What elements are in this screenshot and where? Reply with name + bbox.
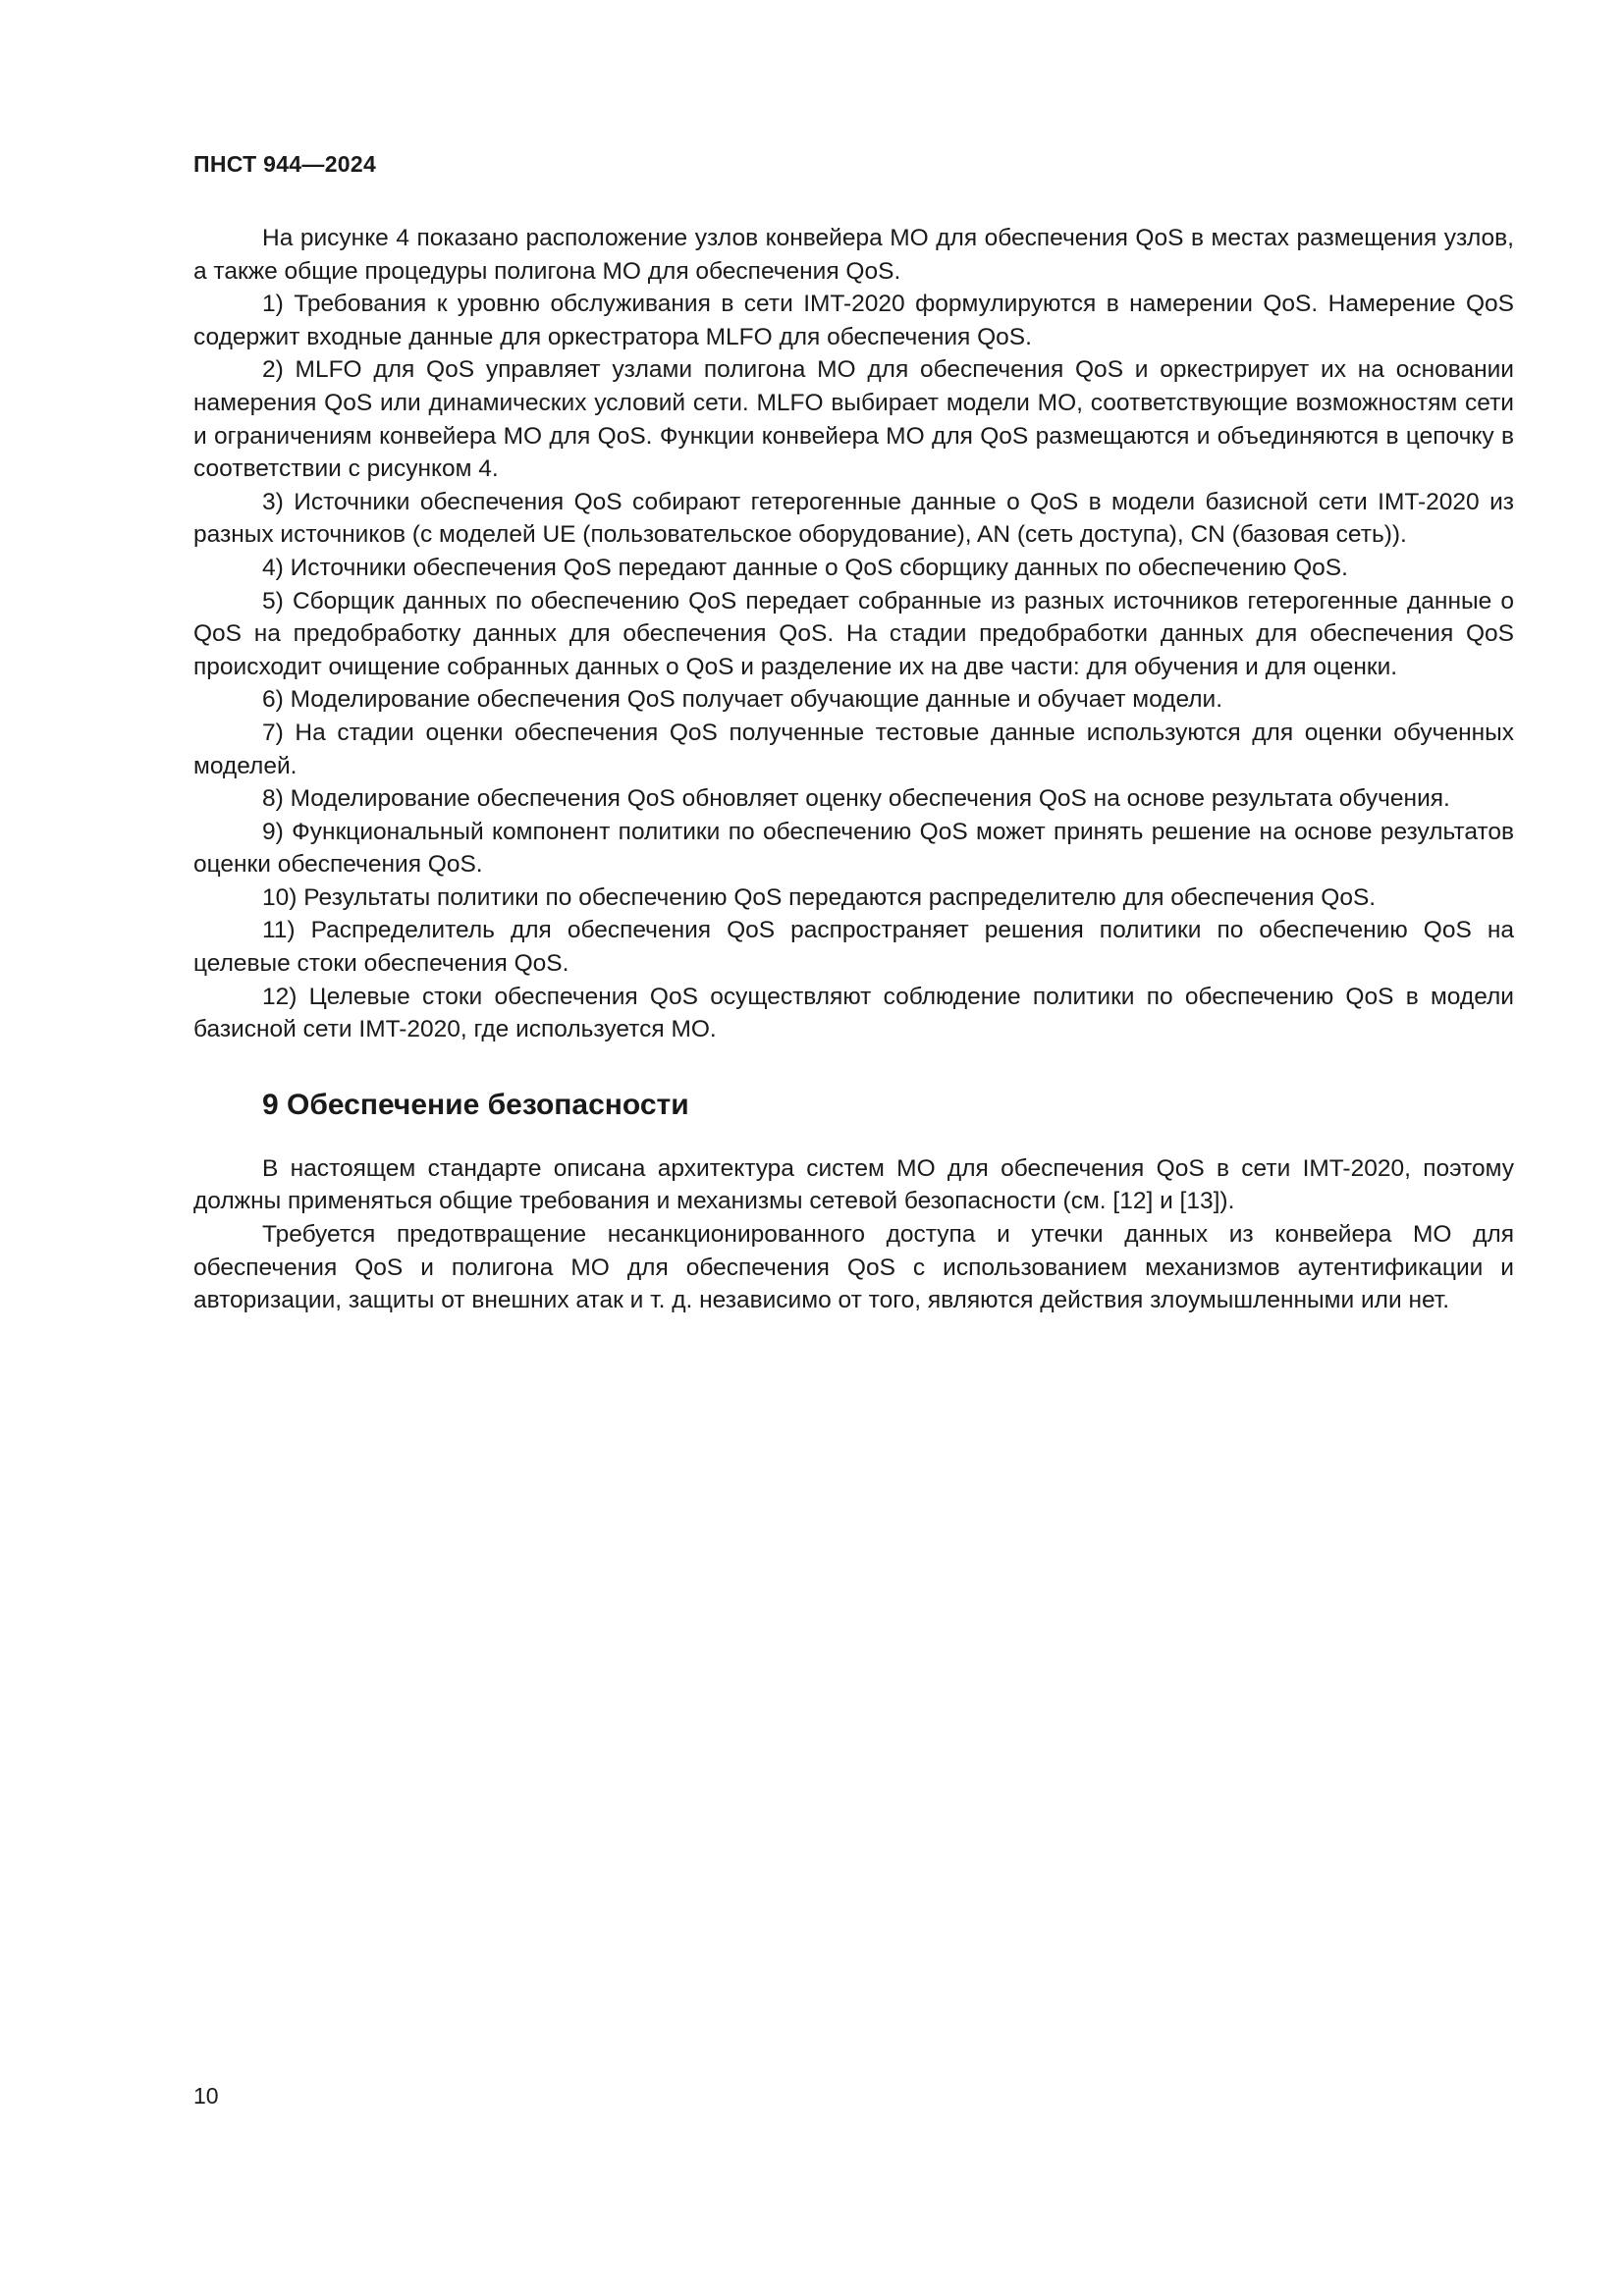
paragraph-item-10: 10) Результаты политики по обеспечению QoS передаются распределителю для обеспечения QoS.	[262, 883, 1377, 911]
paragraph-item-5: 5) Сборщик данных по обеспечению QoS передает собранные из разных источников гетерогенные данные о QoS на предобработку данных для обеспечения QoS. На стадии предобработки данных для обеспечения QoS происходит очищение собранных данных о QoS и разделение их на две части: для обучения и для оценки.	[193, 587, 1514, 680]
paragraph-item-9: 9) Функциональный компонент политики по обеспечению QoS может принять решение на основе результатов оценки обеспечения QoS.	[193, 818, 1514, 879]
security-paragraph-1: В настоящем стандарте описана архитектура систем МО для обеспечения QoS в сети IMT-2020, поэтому должны применяться общие требования и механизмы сетевой безопасности (см. [12] и [13]).	[193, 1154, 1514, 1215]
paragraph-item-3: 3) Источники обеспечения QoS собирают гетерогенные данные о QoS в модели базисной сети IMT-2020 из разных источников (с моделей UE (пользовательское оборудование), AN (сеть доступа), CN (базовая сеть)).	[193, 488, 1514, 549]
security-paragraph-2: Требуется предотвращение несанкционированного доступа и утечки данных из конвейера МО для обеспечения QoS и полигона МО для обеспечения QoS с использованием механизмов аутентификации и авторизации, защиты от внешних атак и т. д. независимо от того, являются действия злоумышленными или нет.	[193, 1221, 1514, 1314]
document-header: ПНСТ 944—2024	[193, 151, 377, 177]
paragraph-item-4: 4) Источники обеспечения QoS передают данные о QoS сборщику данных по обеспечению QoS.	[262, 554, 1348, 581]
page-number: 10	[193, 2083, 219, 2109]
paragraph-item-1: 1) Требования к уровню обслуживания в сети IMT-2020 формулируются в намерении QoS. Намерение QoS содержит входные данные для оркестратора MLFO для обеспечения QoS.	[193, 291, 1514, 350]
paragraph-item-8: 8) Моделирование обеспечения QoS обновляет оценку обеспечения QoS на основе результата обучения.	[262, 785, 1450, 813]
paragraph-item-11: 11) Распределитель для обеспечения QoS распространяет решения политики по обеспечению QoS на целевые стоки обеспечения QoS.	[193, 917, 1514, 978]
section-title: 9 Обеспечение безопасности	[262, 1088, 689, 1121]
paragraph-intro: На рисунке 4 показано расположение узлов конвейера МО для обеспечения QoS в местах размещения узлов, а также общие процедуры полигона МО для обеспечения QoS.	[193, 225, 1514, 285]
paragraph-item-6: 6) Моделирование обеспечения QoS получает обучающие данные и обучает модели.	[262, 686, 1223, 714]
paragraph-item-2: 2) MLFO для QoS управляет узлами полигона МО для обеспечения QoS и оркестрирует их на основании намерения QoS или динамических условий сети. MLFO выбирает модели МО, соответствующие возможностям сети и ограничениям конвейера МО для QoS. Функции конвейера МО для QoS размещаются и объединяются в цепочку в соответствии с рисунком 4.	[193, 356, 1514, 483]
paragraph-item-12: 12) Целевые стоки обеспечения QoS осуществляют соблюдение политики по обеспечению QoS в модели базисной сети IMT-2020, где используется МО.	[193, 983, 1514, 1043]
paragraph-item-7: 7) На стадии оценки обеспечения QoS полученные тестовые данные используются для оценки обученных моделей.	[193, 719, 1514, 779]
page-content	[193, 222, 1514, 1317]
